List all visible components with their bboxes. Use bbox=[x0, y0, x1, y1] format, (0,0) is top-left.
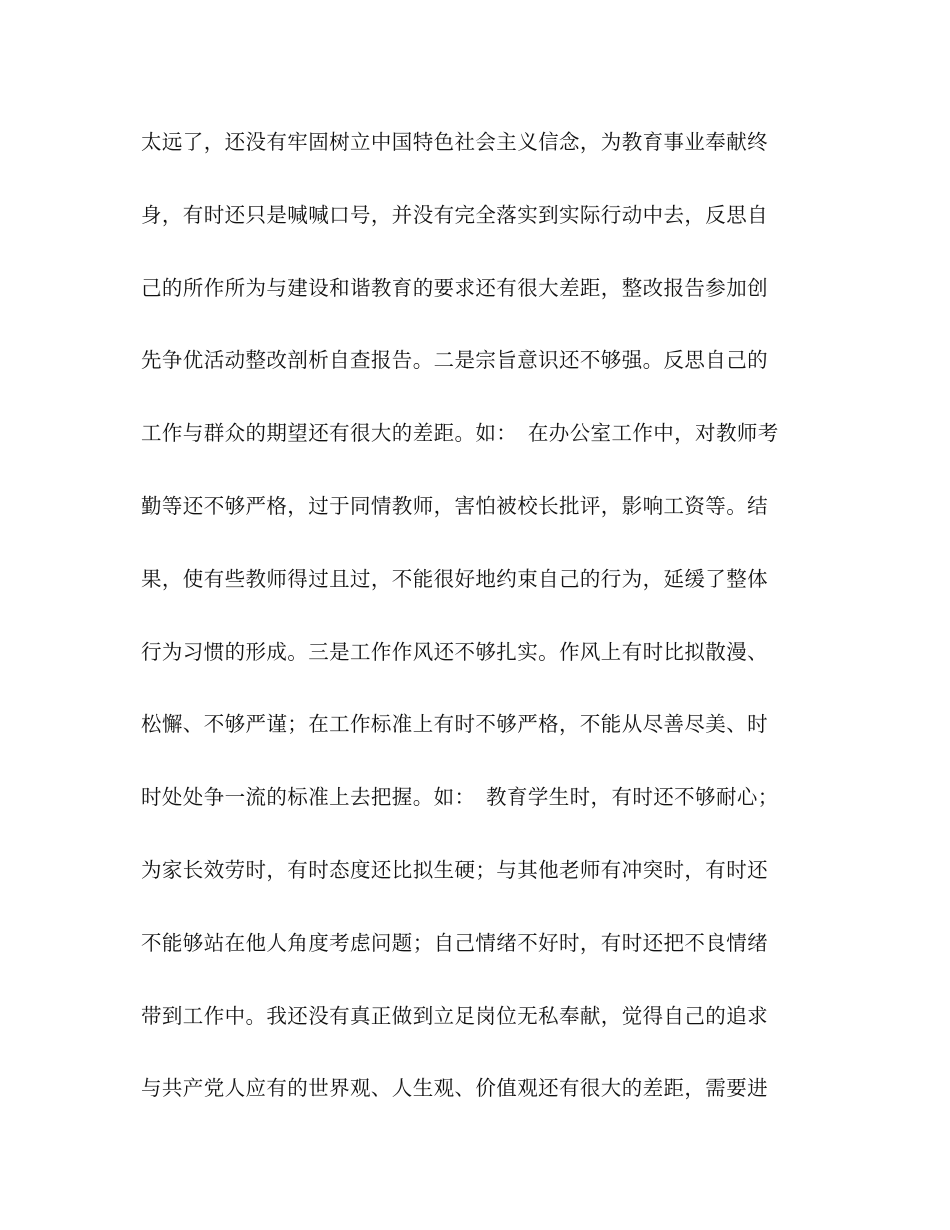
text-line-6: 勤等还不够严格，过于同情教师，害怕被校长批评，影响工资等。结 bbox=[141, 493, 768, 518]
text-line-3: 己的所作所为与建设和谐教育的要求还有很大差距，整改报告参加创 bbox=[141, 275, 768, 300]
text-line-4: 先争优活动整改剖析自查报告。二是宗旨意识还不够强。反思自己的 bbox=[141, 348, 768, 373]
text-line-2: 身，有时还只是喊喊口号，并没有完全落实到实际行动中去，反思自 bbox=[141, 202, 768, 227]
text-line-14: 与共产党人应有的世界观、人生观、价值观还有很大的差距，需要进 bbox=[141, 1076, 768, 1101]
text-line-9: 松懈、不够严谨；在工作标准上有时不够严格，不能从尽善尽美、时 bbox=[141, 712, 768, 737]
text-line-10: 时处处争一流的标准上去把握。如： 教育学生时，有时还不够耐心； bbox=[141, 785, 779, 810]
text-line-5: 工作与群众的期望还有很大的差距。如： 在办公室工作中，对教师考 bbox=[141, 421, 779, 446]
text-line-13: 带到工作中。我还没有真正做到立足岗位无私奉献，觉得自己的追求 bbox=[141, 1003, 768, 1028]
text-line-7: 果，使有些教师得过且过，不能很好地约束自己的行为，延缓了整体 bbox=[141, 566, 768, 591]
body-text bbox=[141, 122, 811, 1141]
text-line-11: 为家长效劳时，有时态度还比拟生硬；与其他老师有冲突时，有时还 bbox=[141, 857, 768, 882]
text-line-1: 太远了，还没有牢固树立中国特色社会主义信念，为教育事业奉献终 bbox=[141, 130, 768, 154]
text-line-12: 不能够站在他人角度考虑问题；自己情绪不好时，有时还把不良情绪 bbox=[141, 930, 768, 955]
text-line-8: 行为习惯的形成。三是工作作风还不够扎实。作风上有时比拟散漫、 bbox=[141, 639, 768, 664]
